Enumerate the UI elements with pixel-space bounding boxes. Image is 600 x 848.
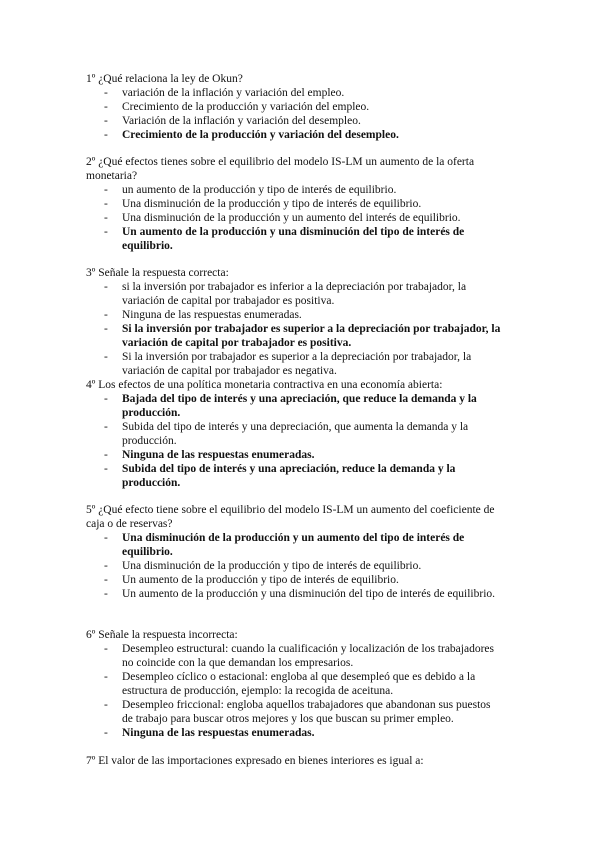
answer-option bbox=[86, 559, 504, 573]
answer-option bbox=[86, 225, 504, 253]
answer-option bbox=[86, 462, 504, 490]
dash-bullet: - bbox=[104, 309, 108, 321]
question-block bbox=[86, 155, 504, 253]
answer-text: Subida del tipo de interés y una apreciación, reduce la demanda y la producción. bbox=[122, 463, 456, 489]
answer-text: Una disminución de la producción y tipo de interés de equilibrio. bbox=[122, 560, 422, 572]
question-title: 4º Los efectos de una política monetaria contractiva en una economía abierta: bbox=[86, 379, 443, 391]
answer-text: Subida del tipo de interés y una depreciación, que aumenta la demanda y la producción. bbox=[122, 421, 469, 447]
answer-options bbox=[86, 86, 504, 142]
dash-bullet: - bbox=[104, 671, 108, 683]
dash-bullet: - bbox=[104, 449, 108, 461]
answer-option bbox=[86, 114, 504, 128]
answer-option bbox=[86, 350, 504, 378]
dash-bullet: - bbox=[104, 129, 108, 141]
answer-text: Desempleo cíclico o estacional: engloba al que desempleó que es debido a la estructura de producción, ejemplo: la recogida de aceituna. bbox=[122, 671, 476, 697]
dash-bullet: - bbox=[104, 727, 108, 739]
question-title: 3º Señale la respuesta correcta: bbox=[86, 267, 229, 279]
dash-bullet: - bbox=[104, 643, 108, 655]
answer-text: variación de la inflación y variación del empleo. bbox=[122, 87, 345, 99]
question-title: 5º ¿Qué efecto tiene sobre el equilibrio del modelo IS-LM un aumento del coeficiente de caja o de reservas? bbox=[86, 504, 495, 530]
answer-text: Ninguna de las respuestas enumeradas. bbox=[122, 727, 315, 739]
answer-option bbox=[86, 573, 504, 587]
answer-option bbox=[86, 420, 504, 448]
answer-option bbox=[86, 211, 504, 225]
dash-bullet: - bbox=[104, 323, 108, 335]
answer-text: Variación de la inflación y variación del desempleo. bbox=[122, 115, 361, 127]
answer-options bbox=[86, 642, 504, 740]
answer-text: Bajada del tipo de interés y una apreciación, que reduce la demanda y la producción. bbox=[122, 393, 477, 419]
answer-options bbox=[86, 392, 504, 490]
dash-bullet: - bbox=[104, 184, 108, 196]
dash-bullet: - bbox=[104, 532, 108, 544]
dash-bullet: - bbox=[104, 226, 108, 238]
answer-options bbox=[86, 183, 504, 253]
question-block bbox=[86, 72, 504, 142]
answer-text: Si la inversión por trabajador es superior a la depreciación por trabajador, la variación de capital por trabajador es positiva. bbox=[122, 323, 501, 349]
answer-text: Crecimiento de la producción y variación del empleo. bbox=[122, 101, 370, 113]
answer-option bbox=[86, 280, 504, 308]
answer-option bbox=[86, 726, 504, 740]
question-block bbox=[86, 754, 504, 768]
answer-option bbox=[86, 197, 504, 211]
answer-text: Si la inversión por trabajador es superior a la depreciación por trabajador, la variación de capital por trabajador es negativa. bbox=[122, 351, 472, 377]
answer-option bbox=[86, 670, 504, 698]
answer-text: Desempleo estructural: cuando la cualificación y localización de los trabajadores no coincide con la que demandan los empresarios. bbox=[122, 643, 494, 669]
answer-text: Desempleo friccional: engloba aquellos trabajadores que abandonan sus puestos de trabajo para buscar otros mejores y los que buscan su primer empleo. bbox=[122, 699, 491, 725]
answer-option bbox=[86, 392, 504, 420]
answer-option bbox=[86, 308, 504, 322]
answer-option bbox=[86, 183, 504, 197]
question-block bbox=[86, 503, 504, 601]
dash-bullet: - bbox=[104, 87, 108, 99]
dash-bullet: - bbox=[104, 198, 108, 210]
dash-bullet: - bbox=[104, 101, 108, 113]
question-block bbox=[86, 378, 504, 490]
answer-text: Crecimiento de la producción y variación del desempleo. bbox=[122, 129, 399, 141]
answer-text: Un aumento de la producción y tipo de interés de equilibrio. bbox=[122, 574, 399, 586]
answer-text: si la inversión por trabajador es inferior a la depreciación por trabajador, la variación de capital por trabajador es positiva. bbox=[122, 281, 467, 307]
answer-text: Una disminución de la producción y un aumento del interés de equilibrio. bbox=[122, 212, 461, 224]
answer-option bbox=[86, 698, 504, 726]
dash-bullet: - bbox=[104, 212, 108, 224]
answer-text: Una disminución de la producción y tipo de interés de equilibrio. bbox=[122, 198, 422, 210]
answer-option bbox=[86, 322, 504, 350]
dash-bullet: - bbox=[104, 463, 108, 475]
dash-bullet: - bbox=[104, 574, 108, 586]
answer-option bbox=[86, 86, 504, 100]
question-block bbox=[86, 266, 504, 378]
answer-option bbox=[86, 448, 504, 462]
question-title: 6º Señale la respuesta incorrecta: bbox=[86, 629, 238, 641]
answer-option bbox=[86, 531, 504, 559]
answer-text: Un aumento de la producción y una disminución del tipo de interés de equilibrio. bbox=[122, 588, 496, 600]
answer-option bbox=[86, 587, 504, 601]
dash-bullet: - bbox=[104, 393, 108, 405]
dash-bullet: - bbox=[104, 699, 108, 711]
dash-bullet: - bbox=[104, 421, 108, 433]
question-block bbox=[86, 628, 504, 740]
answer-text: Una disminución de la producción y un aumento del tipo de interés de equilibrio. bbox=[122, 532, 465, 558]
answer-option bbox=[86, 642, 504, 670]
answer-options bbox=[86, 531, 504, 601]
answer-text: Ninguna de las respuestas enumeradas. bbox=[122, 309, 302, 321]
answer-text: Ninguna de las respuestas enumeradas. bbox=[122, 449, 315, 461]
dash-bullet: - bbox=[104, 588, 108, 600]
answer-options bbox=[86, 280, 504, 378]
answer-text: Un aumento de la producción y una disminución del tipo de interés de equilibrio. bbox=[122, 226, 465, 252]
dash-bullet: - bbox=[104, 281, 108, 293]
question-title: 1º ¿Qué relaciona la ley de Okun? bbox=[86, 73, 243, 85]
answer-text: un aumento de la producción y tipo de interés de equilibrio. bbox=[122, 184, 397, 196]
dash-bullet: - bbox=[104, 115, 108, 127]
dash-bullet: - bbox=[104, 560, 108, 572]
dash-bullet: - bbox=[104, 351, 108, 363]
question-title: 7º El valor de las importaciones expresado en bienes interiores es igual a: bbox=[86, 755, 424, 767]
answer-option bbox=[86, 128, 504, 142]
answer-option bbox=[86, 100, 504, 114]
question-title: 2º ¿Qué efectos tienes sobre el equilibrio del modelo IS-LM un aumento de la oferta monetaria? bbox=[86, 156, 475, 182]
